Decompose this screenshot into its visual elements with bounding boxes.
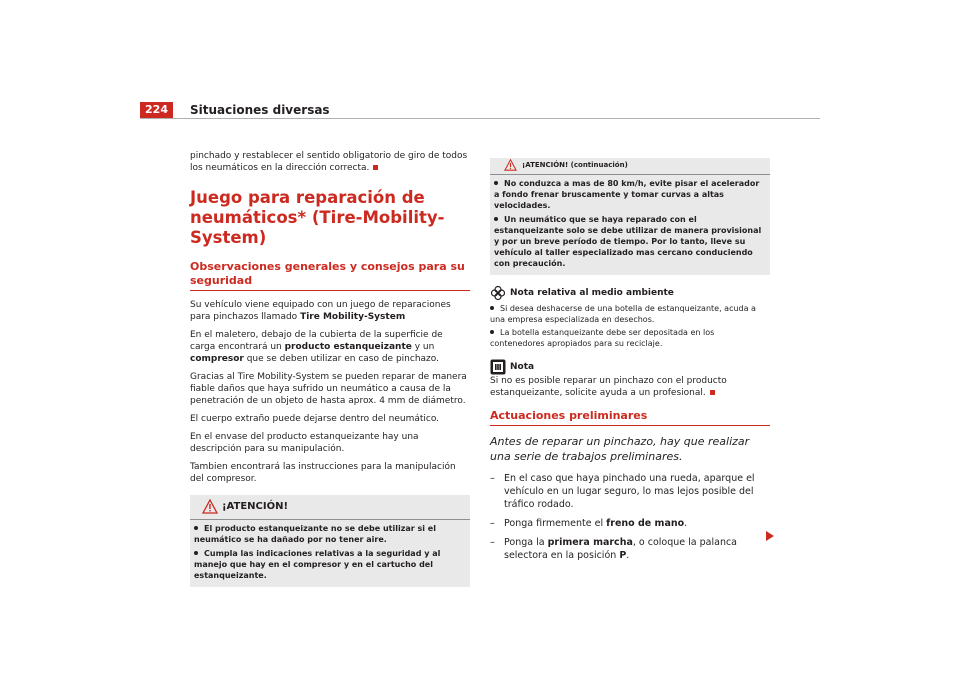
environment-note-header (490, 285, 770, 301)
subheading: Observaciones generales y consejos para su seguridad (190, 260, 470, 291)
paragraph: El cuerpo extraño puede dejarse dentro del neumático. (190, 414, 440, 424)
environment-note-title: Nota relativa al medio ambiente (510, 288, 674, 298)
paragraph: Gracias al Tire Mobility-System se pueden reparar de manera fiable daños que haya sufrido un neumático a causa de la penetración de un objeto de hasta aprox. 4 mm de diámetro. (190, 372, 467, 406)
bullet-icon (494, 181, 498, 185)
end-marker-icon (373, 165, 378, 170)
info-note-icon (490, 359, 506, 375)
bullet-icon (194, 551, 198, 555)
warning-title: ¡ATENCIÓN! (continuación) (522, 161, 628, 169)
warning-item: Cumpla las indicaciones relativas a la seguridad y al manejo que hay en el compresor y en el cartucho del estanqueizante. (194, 549, 441, 580)
environment-flower-icon (490, 285, 506, 301)
paragraph: Tambien encontrará las instrucciones para la manipulación del compresor. (190, 462, 456, 484)
bullet-icon (494, 217, 498, 221)
end-marker-icon (710, 390, 715, 395)
step-item: – En el caso que haya pinchado una rueda, aparque el vehículo en un lugar seguro, lo mas lejos posible del tráfico rodado. (490, 473, 755, 510)
warning-title: ¡ATENCIÓN! (222, 501, 289, 512)
environment-note-list (490, 301, 770, 349)
warning-continued-box (490, 158, 770, 275)
left-column (190, 150, 470, 587)
warning-triangle-icon (504, 159, 517, 171)
warning-item: Un neumático que se haya reparado con el estanqueizante solo se debe utilizar de manera provisional y por un breve período de tiempo. Por lo tanto, lleve su vehículo al taller especializado mas cercano conduciendo con precaución. (494, 215, 762, 268)
warning-item: El producto estanqueizante no se debe utilizar si el neumático se ha dañado por no tener aire. (194, 524, 436, 544)
warning-item: No conduzca a mas de 80 km/h, evite pisar el acelerador a fondo frenar bruscamente y tomar curvas a altas velocidades. (494, 179, 760, 210)
next-page-arrow-icon (765, 530, 775, 542)
note-title: Nota (510, 362, 535, 372)
main-heading: Juego para reparación de neumáticos* (Tire-Mobility-System) (190, 188, 445, 247)
intro-text: Antes de reparar un pinchazo, hay que realizar una serie de trabajos preliminares. (490, 435, 750, 463)
section-heading: Actuaciones preliminares (490, 409, 770, 426)
section-title: Situaciones diversas (190, 103, 330, 117)
list-item: Si desea deshacerse de una botella de estanqueizante, acuda a una empresa especializada en desechos. (490, 304, 756, 324)
paragraph: Su vehículo viene equipado con un juego de reparaciones para pinchazos llamado Tire Mobility-System (190, 300, 451, 322)
bullet-icon (490, 330, 494, 334)
right-column (490, 150, 770, 568)
step-item: – Ponga la primera marcha, o coloque la palanca selectora en la posición P. (490, 537, 738, 561)
warning-box (190, 495, 470, 587)
page-number: 224 (140, 102, 173, 118)
paragraph: En el maletero, debajo de la cubierta de la superficie de carga encontrará un producto estanqueizante y un compresor que se deben utilizar en caso de pinchazo. (190, 330, 443, 364)
warning-header (190, 495, 470, 520)
step-item: – Ponga firmemente el freno de mano. (490, 518, 688, 529)
note-header (490, 359, 770, 375)
paragraph: En el envase del producto estanqueizante hay una descripción para su manipulación. (190, 432, 419, 454)
continuation-text: pinchado y restablecer el sentido obligatorio de giro de todos los neumáticos en la dirección correcta. (190, 151, 468, 173)
list-item: La botella estanqueizante debe ser depositada en los contenedores apropiados para su reciclaje. (490, 328, 715, 348)
bullet-icon (194, 526, 198, 530)
bullet-icon (490, 306, 494, 310)
warning-header (490, 158, 770, 175)
note-text: Si no es posible reparar un pinchazo con el producto estanqueizante, solicite ayuda a un profesional. (490, 376, 727, 398)
header-divider (140, 118, 820, 119)
warning-triangle-icon (202, 499, 218, 514)
